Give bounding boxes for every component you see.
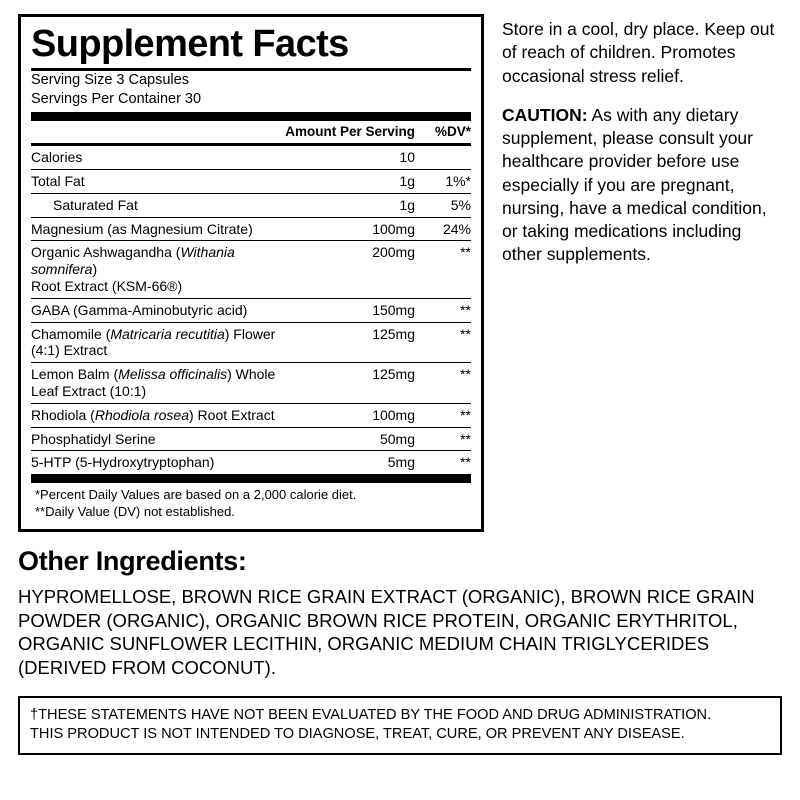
ingredient-amount: 200mg — [285, 241, 417, 298]
ingredient-amount: 50mg — [285, 427, 417, 451]
table-row — [31, 451, 471, 474]
side-copy — [502, 14, 782, 532]
ingredient-name: Lemon Balm (Melissa officinalis) Whole Leaf Extract (10:1) — [31, 363, 285, 404]
disclaimer-line-1: †THESE STATEMENTS HAVE NOT BEEN EVALUATED BY THE FOOD AND DRUG ADMINISTRATION. — [30, 706, 712, 723]
footnotes — [31, 483, 471, 523]
ingredient-daily-value: ** — [417, 403, 471, 427]
ingredient-amount: 125mg — [285, 322, 417, 363]
ingredient-name: 5-HTP (5-Hydroxytryptophan) — [31, 451, 285, 474]
ingredient-amount: 150mg — [285, 298, 417, 322]
ingredient-name: Magnesium (as Magnesium Citrate) — [31, 217, 285, 241]
ingredient-daily-value: ** — [417, 298, 471, 322]
ingredient-name: Total Fat — [31, 170, 285, 194]
ingredient-name: Calories — [31, 145, 285, 170]
storage-text: Store in a cool, dry place. Keep out of reach of children. Promotes occasional stress relief. — [502, 19, 775, 86]
ingredient-name: GABA (Gamma-Aminobutyric acid) — [31, 298, 285, 322]
ingredient-name: Chamomile (Matricaria recutitia) Flower (4:1) Extract — [31, 322, 285, 363]
other-ingredients-section — [0, 532, 800, 680]
ingredient-daily-value: ** — [417, 427, 471, 451]
panel-title: Supplement Facts — [31, 23, 349, 65]
ingredient-daily-value: ** — [417, 322, 471, 363]
ingredient-amount: 5mg — [285, 451, 417, 474]
serving-divider — [31, 112, 471, 121]
ingredient-amount: 1g — [285, 170, 417, 194]
ingredient-name: Saturated Fat — [31, 193, 285, 217]
ingredient-amount: 10 — [285, 145, 417, 170]
ingredient-daily-value: ** — [417, 363, 471, 404]
ingredient-name: Organic Ashwagandha (Withania somnifera) Root Extract (KSM-66®) — [31, 241, 285, 298]
caution-label: CAUTION: — [502, 104, 588, 125]
header-amount-per-serving: Amount Per Serving — [285, 124, 415, 140]
table-row — [31, 403, 471, 427]
ingredient-name: Rhodiola (Rhodiola rosea) Root Extract — [31, 403, 285, 427]
serving-size: Serving Size 3 Capsules — [31, 72, 189, 88]
ingredient-amount: 100mg — [285, 403, 417, 427]
ingredient-amount: 1g — [285, 193, 417, 217]
caution-text: As with any dietary supplement, please consult your healthcare provider before use especially if you are pregnant, nursing, have a medical condition, or taking medications including other supplements. — [502, 104, 767, 265]
nutrition-table-header — [31, 121, 471, 145]
ingredient-daily-value: 24% — [417, 217, 471, 241]
ingredient-amount: 100mg — [285, 217, 417, 241]
ingredient-daily-value: ** — [417, 451, 471, 474]
table-row — [31, 298, 471, 322]
supplement-facts-panel — [18, 14, 484, 532]
nutrition-table — [31, 121, 471, 474]
ingredient-daily-value: 5% — [417, 193, 471, 217]
ingredient-daily-value: ** — [417, 241, 471, 298]
caution-block — [502, 104, 782, 267]
table-row — [31, 217, 471, 241]
fda-disclaimer — [18, 696, 782, 755]
servings-per-container: Servings Per Container 30 — [31, 90, 202, 107]
table-row — [31, 145, 471, 170]
disclaimer-line-2: THIS PRODUCT IS NOT INTENDED TO DIAGNOSE, TREAT, CURE, OR PREVENT ANY DISEASE. — [30, 725, 685, 742]
ingredient-name: Phosphatidyl Serine — [31, 427, 285, 451]
ingredient-daily-value: 1%* — [417, 170, 471, 194]
ingredient-amount: 125mg — [285, 363, 417, 404]
footnote-divider — [31, 474, 471, 483]
table-row — [31, 193, 471, 217]
table-row — [31, 427, 471, 451]
footnote-dv-not-established: **Daily Value (DV) not established. — [35, 504, 235, 520]
table-row — [31, 363, 471, 404]
table-row — [31, 322, 471, 363]
serving-info — [31, 71, 471, 112]
other-ingredients-title: Other Ingredients: — [18, 546, 247, 577]
ingredient-daily-value — [417, 145, 471, 170]
table-row — [31, 241, 471, 298]
table-row — [31, 170, 471, 194]
other-ingredients-body: HYPROMELLOSE, BROWN RICE GRAIN EXTRACT (ORGANIC), BROWN RICE GRAIN POWDER (ORGANIC), ORGANIC BROWN RICE PROTEIN, ORGANIC ERYTHRITOL, ORGANIC SUNFLOWER LECITHIN, ORGANIC MEDIUM CHAIN TRIGLYCERIDES (DERIVED FROM COCONUT). — [18, 586, 755, 679]
footnote-percent-dv: *Percent Daily Values are based on a 2,000 calorie diet. — [35, 487, 357, 503]
header-spacer — [31, 121, 285, 145]
header-percent-dv: %DV* — [434, 124, 471, 140]
